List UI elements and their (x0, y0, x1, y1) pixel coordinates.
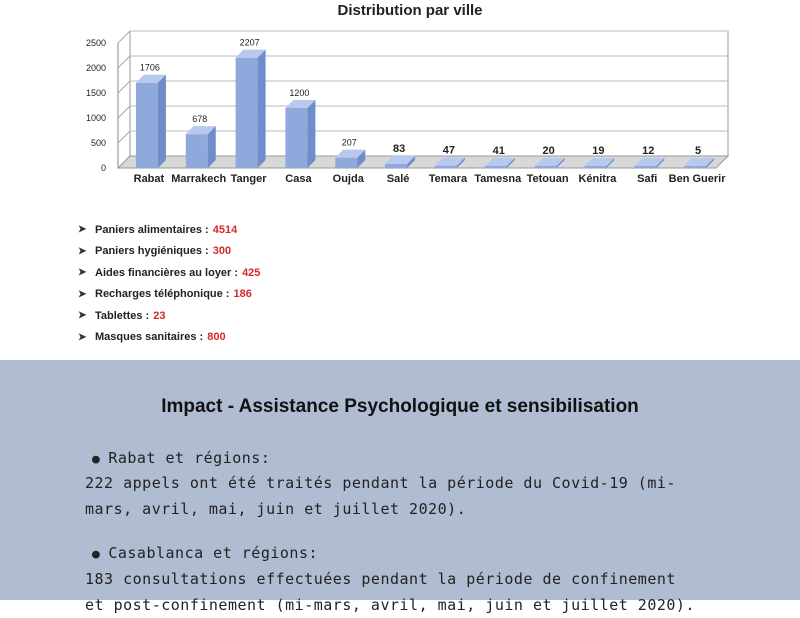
data-label: 83 (392, 142, 406, 155)
aid-label: Aides financières au loyer : (95, 266, 239, 279)
aid-item (78, 305, 260, 327)
bar (136, 83, 158, 168)
x-tick-label: Rabat (133, 173, 165, 185)
aid-value: 300 (212, 245, 232, 258)
grid-diagonal (118, 81, 130, 93)
data-label: 207 (341, 137, 357, 148)
y-tick-label: 2500 (85, 38, 106, 48)
arrow-icon: ➤ (78, 267, 87, 279)
x-tick-label: Marrakech (171, 173, 227, 185)
x-tick-label: Salé (386, 173, 410, 185)
aid-list (78, 219, 260, 348)
data-label: 678 (192, 114, 208, 125)
arrow-icon: ➤ (78, 331, 87, 343)
y-tick-label: 1500 (85, 88, 106, 98)
bar (584, 166, 606, 168)
y-tick-label: 500 (90, 138, 106, 148)
chart-title: Distribution par ville (337, 2, 483, 19)
arrow-icon: ➤ (78, 245, 87, 257)
region-heading-rabat (92, 449, 270, 467)
aid-label: Recharges téléphonique : (95, 288, 230, 301)
plot-back-wall (130, 31, 728, 156)
bar (285, 108, 307, 168)
arrow-icon: ➤ (78, 310, 87, 322)
bar-chart (0, 0, 800, 200)
aid-label: Paniers alimentaires : (95, 223, 209, 236)
bar (435, 166, 457, 168)
bar (335, 158, 357, 168)
aid-item (78, 262, 260, 284)
region-heading-casablanca (92, 544, 318, 562)
text-line: et post-confinement (mi-mars, avril, mai, juin et juillet 2020). (85, 596, 695, 614)
aid-label: Masques sanitaires : (95, 331, 204, 344)
impact-title: Impact - Assistance Psychologique et sensibilisation (161, 396, 639, 417)
bar-side (258, 50, 266, 168)
region-heading-text: Rabat et régions: (108, 449, 271, 467)
aid-value: 186 (233, 288, 252, 301)
region-heading-text: Casablanca et régions: (108, 544, 319, 562)
x-tick-label: Tanger (230, 173, 267, 185)
aid-item (78, 284, 260, 306)
bar (485, 166, 507, 168)
x-tick-label: Safi (637, 173, 658, 185)
arrow-icon: ➤ (78, 288, 87, 300)
aid-value: 425 (242, 266, 261, 279)
bar (535, 166, 557, 168)
aid-item (78, 219, 260, 241)
data-label: 12 (642, 145, 655, 157)
bullet-dot-icon: ● (92, 547, 101, 562)
aid-value: 800 (207, 331, 226, 344)
bar (385, 164, 407, 168)
aid-value: 4514 (212, 223, 238, 236)
y-tick-label: 2000 (85, 63, 106, 73)
arrow-icon: ➤ (78, 224, 87, 236)
aid-label: Paniers hygiéniques : (95, 245, 209, 258)
x-tick-label: Ben Guerir (668, 173, 726, 185)
bar-side (307, 100, 315, 168)
data-label: 20 (542, 145, 555, 157)
data-label: 1706 (139, 62, 160, 73)
data-label: 41 (492, 144, 505, 157)
x-tick-label: Temara (428, 173, 468, 185)
bar (634, 166, 656, 168)
x-tick-label: Casa (285, 173, 312, 185)
text-line: mars, avril, mai, juin et juillet 2020). (85, 500, 467, 518)
x-tick-label: Oujda (332, 173, 364, 185)
bar (186, 134, 208, 168)
bar (236, 58, 258, 168)
bar (684, 166, 706, 168)
grid-diagonal (118, 106, 130, 118)
aid-label: Tablettes : (95, 309, 150, 322)
region-text-casablanca (85, 566, 725, 618)
data-label: 47 (442, 144, 456, 157)
data-label: 1200 (289, 88, 310, 98)
x-tick-label: Tamesna (474, 173, 522, 185)
y-tick-label: 1000 (85, 113, 106, 123)
region-text-rabat (85, 470, 725, 522)
x-tick-label: Kénitra (578, 173, 617, 185)
x-tick-label: Tetouan (526, 173, 569, 185)
grid-diagonal (118, 131, 130, 143)
grid-diagonal (118, 31, 130, 43)
bullet-dot-icon: ● (92, 452, 101, 467)
aid-value: 23 (153, 309, 166, 322)
aid-item (78, 327, 260, 349)
data-label: 19 (592, 145, 605, 157)
data-label: 5 (695, 145, 702, 157)
bar-side (158, 75, 166, 168)
aid-item (78, 241, 260, 263)
data-label: 2207 (239, 37, 260, 48)
grid-diagonal (118, 56, 130, 68)
text-line: 183 consultations effectuées pendant la période de confinement (85, 570, 676, 588)
y-tick-label: 0 (100, 163, 106, 173)
text-line: 222 appels ont été traités pendant la période du Covid-19 (mi- (85, 474, 676, 492)
